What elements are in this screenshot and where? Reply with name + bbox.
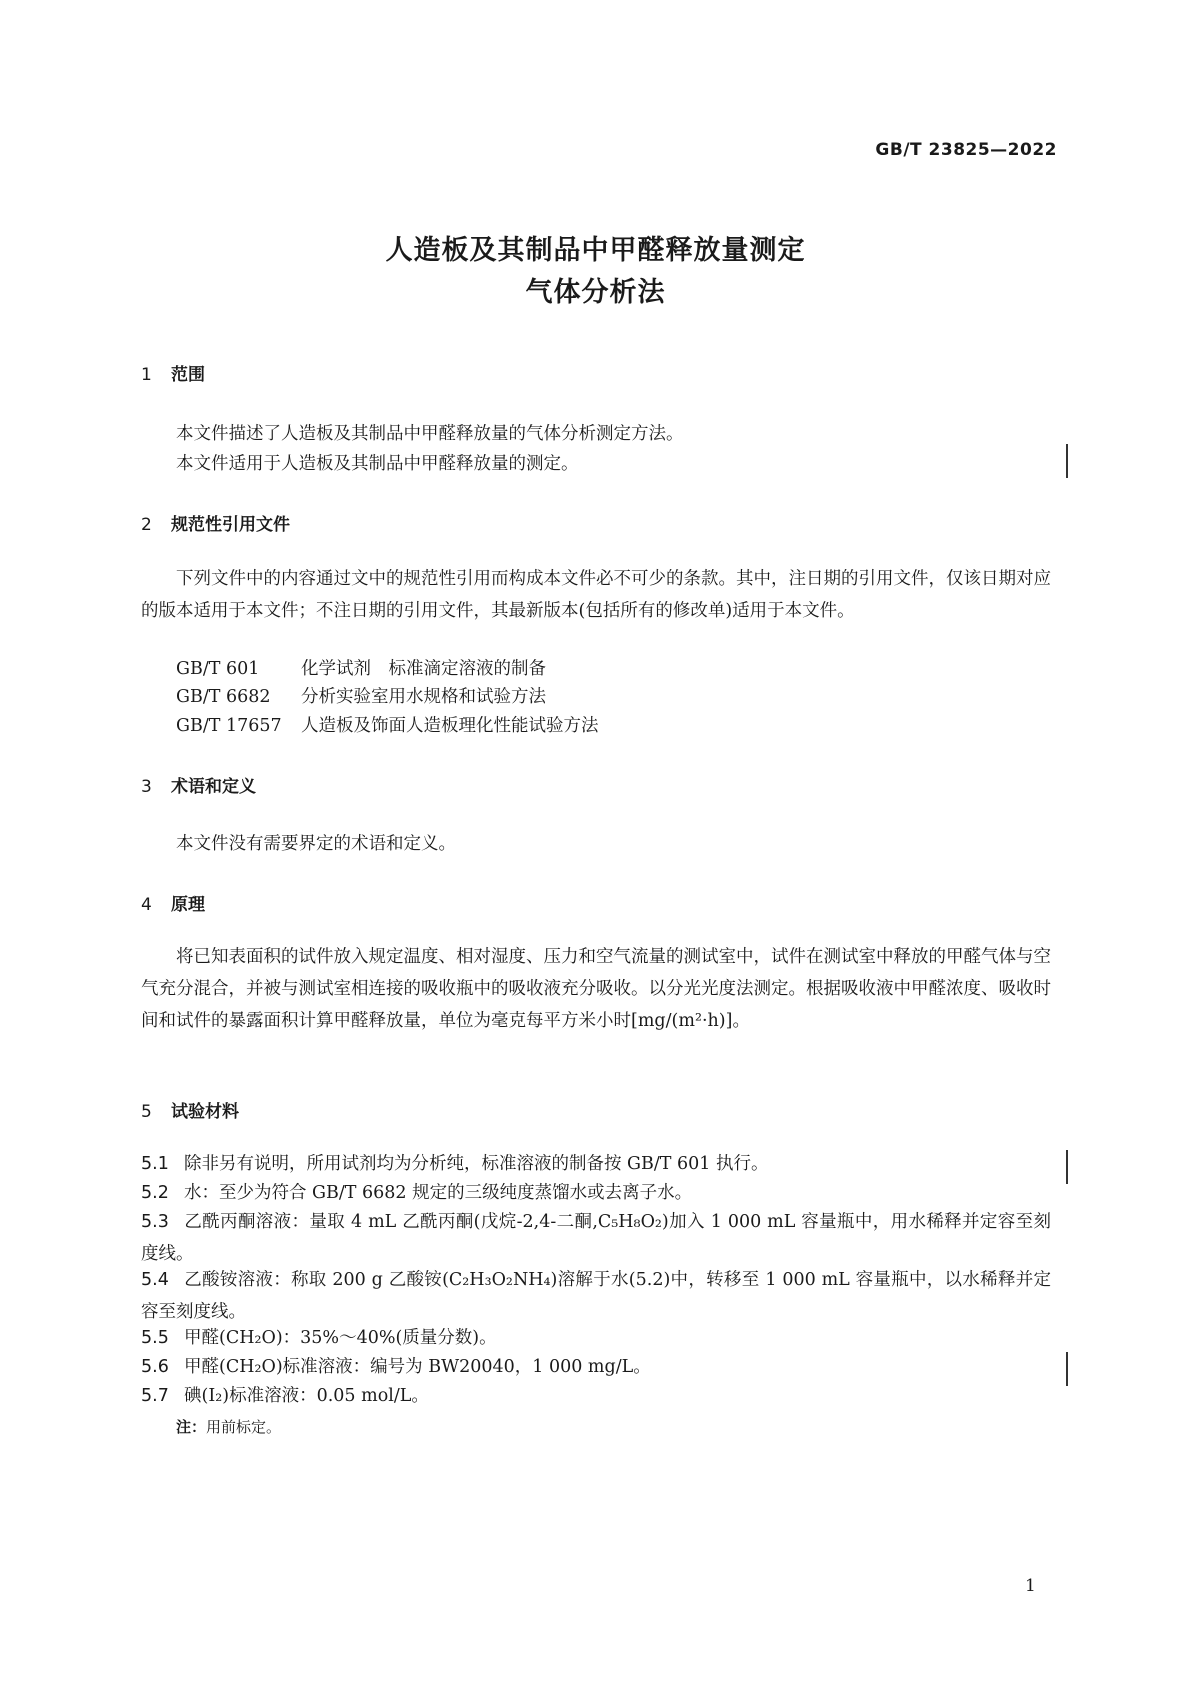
section-heading-normative-references: [141, 510, 290, 535]
section-heading-materials: [141, 1097, 239, 1122]
section-title: 试验材料: [171, 1102, 239, 1122]
reference-title: 人造板及饰面人造板理化性能试验方法: [301, 716, 599, 736]
change-bar: [1066, 444, 1068, 478]
section-title: 规范性引用文件: [171, 515, 290, 535]
list-item: [141, 1351, 1051, 1383]
change-bar: [1066, 1352, 1068, 1386]
paragraph: 下列文件中的内容通过文中的规范性引用而构成本文件必不可少的条款。其中，注日期的引用文件，仅该日期对应的版本适用于本文件；不注日期的引用文件，其最新版本(包括所有的修改单)适用于本文件。: [141, 569, 1051, 621]
item-number: 5.7: [141, 1386, 169, 1406]
paragraph: 本文件没有需要界定的术语和定义。: [176, 834, 456, 854]
item-number: 5.5: [141, 1328, 169, 1348]
section-number: 4: [141, 895, 152, 915]
item-text: 甲醛(CH₂O)：35%～40%(质量分数)。: [184, 1328, 497, 1348]
paragraph: 本文件描述了人造板及其制品中甲醛释放量的气体分析测定方法。: [176, 424, 684, 444]
section-heading-scope: [141, 360, 205, 385]
list-item: [141, 1264, 1051, 1328]
reference-item: [176, 683, 546, 708]
section-number: 3: [141, 777, 152, 797]
change-bar: [1066, 1150, 1068, 1184]
reference-code: GB/T 6682: [176, 687, 271, 707]
item-text: 甲醛(CH₂O)标准溶液：编号为 BW20040，1 000 mg/L。: [184, 1357, 651, 1377]
reference-title: 分析实验室用水规格和试验方法: [301, 687, 546, 707]
section-title: 范围: [171, 365, 205, 385]
item-number: 5.4: [141, 1270, 169, 1290]
page-number: 1: [1025, 1576, 1036, 1596]
reference-code: GB/T 601: [176, 659, 260, 679]
list-item: [141, 1177, 1051, 1209]
section-heading-terms: [141, 772, 256, 797]
reference-item: [176, 712, 599, 737]
list-item: [141, 1206, 1051, 1270]
note: [176, 1416, 281, 1437]
reference-item: [176, 655, 546, 680]
section-number: 5: [141, 1102, 152, 1122]
list-item: [141, 1148, 1051, 1180]
list-item: [141, 1380, 1051, 1412]
item-text: 碘(I₂)标准溶液：0.05 mol/L。: [184, 1386, 429, 1406]
note-label: 注：: [176, 1418, 207, 1436]
document-subtitle: 气体分析法: [525, 277, 666, 308]
section-title: 术语和定义: [171, 777, 256, 797]
item-number: 5.3: [141, 1212, 169, 1232]
section-title: 原理: [171, 895, 205, 915]
document-title: 人造板及其制品中甲醛释放量测定: [385, 235, 806, 266]
item-number: 5.6: [141, 1357, 169, 1377]
item-text: 乙酰丙酮溶液：量取 4 mL 乙酰丙酮(戊烷-2,4-二酮,C₅H₈O₂)加入 1 000 mL 容量瓶中，用水稀释并定容至刻度线。: [141, 1212, 1051, 1264]
item-text: 乙酸铵溶液：称取 200 g 乙酸铵(C₂H₃O₂NH₄)溶解于水(5.2)中，转移至 1 000 mL 容量瓶中，以水稀释并定容至刻度线。: [141, 1270, 1051, 1322]
section-number: 2: [141, 515, 152, 535]
paragraph: 将已知表面积的试件放入规定温度、相对湿度、压力和空气流量的测试室中，试件在测试室中释放的甲醛气体与空气充分混合，并被与测试室相连接的吸收瓶中的吸收液充分吸收。以分光光度法测定。根据吸收液中甲醛浓度、吸收时间和试件的暴露面积计算甲醛释放量，单位为毫克每平方米小时[mg/(m²·h)]。: [141, 947, 1051, 1031]
reference-title: 化学试剂 标准滴定溶液的制备: [301, 659, 546, 679]
paragraph: 本文件适用于人造板及其制品中甲醛释放量的测定。: [176, 454, 579, 474]
reference-code: GB/T 17657: [176, 716, 282, 736]
item-number: 5.2: [141, 1183, 169, 1203]
section-number: 1: [141, 365, 152, 385]
item-number: 5.1: [141, 1154, 169, 1174]
section-heading-principle: [141, 890, 205, 915]
item-text: 水：至少为符合 GB/T 6682 规定的三级纯度蒸馏水或去离子水。: [184, 1183, 693, 1203]
item-text: 除非另有说明，所用试剂均为分析纯，标准溶液的制备按 GB/T 601 执行。: [184, 1154, 769, 1174]
standard-number: GB/T 23825—2022: [875, 140, 1057, 160]
note-text: 用前标定。: [206, 1418, 282, 1436]
list-item: [141, 1322, 1051, 1354]
